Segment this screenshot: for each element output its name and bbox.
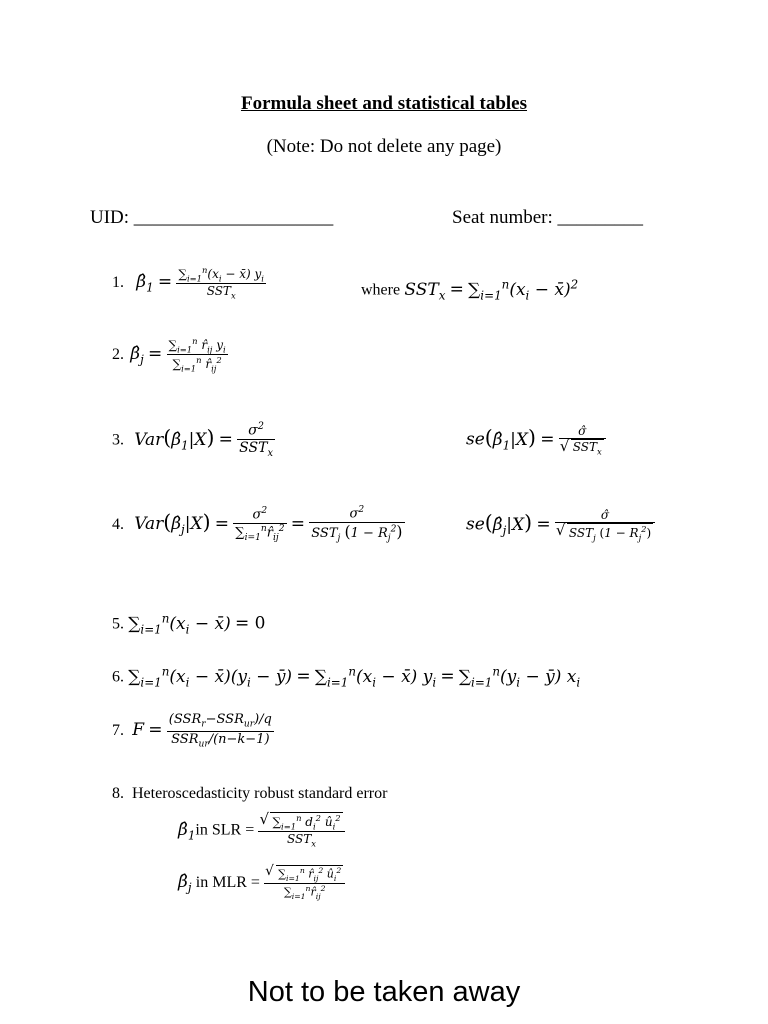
formula-number: 2.: [112, 346, 124, 364]
formula-2: 2. $\betâ_j$ = $\frac{\sum_{i=1}^n r̂_{ij} y_i}{\sum_{i=1}^n r̂_{ij}^2}$: [112, 336, 226, 374]
formula-6: 6. $\sum_{i=1}^n(x_i$ − $x̄)(y_i$ − ȳ) = $\sum_{i=1}^n(x_i$ − x̄) $y_i = \sum_{i=1}^n(y_i$ − ȳ) $x_i$: [112, 664, 581, 690]
formula-4: 4. $Var(\betâ_j|X)$ = $\frac{\sigma^2}{\sum_{i=1}^nr̂_{ij}^2}$ = $\frac{\sigma^2}{SST_j (1 - R_j^2)}$: [112, 505, 403, 544]
page-note: (Note: Do not delete any page): [266, 136, 502, 157]
seat-number-field: Seat number: _________: [452, 207, 644, 228]
formula-1-sst: where $SST_x = \sum_{i=1}^n(x_i$ − x̄)$^2$: [361, 277, 579, 303]
formula-8-mlr: $\betâ_j$ in MLR = √ $\frac{\sum_{i=1}^n r̂_{ij}^2 û_i^2}{\sum_{i=1}^nr̂_{ij}^2}$: [178, 865, 345, 902]
formula-8-heading: 8. Heteroscedasticity robust standard error: [112, 785, 388, 802]
formula-3-se: $se(\betâ_1|X)$ = σ̂ √ $SST_x$: [466, 424, 606, 457]
formula-7: 7. F = $\frac{(SSR_r-SSR_{ur})/q}{SSR_{ur}/(n-k-1)}$: [112, 712, 272, 750]
footer-notice: Not to be taken away: [247, 976, 521, 1008]
formula-number: 8.: [112, 785, 124, 802]
formula-number: 3.: [112, 431, 124, 449]
formula-5: 5. $\sum_{i=1}^n(x_i$ − x̄) = 0: [112, 611, 266, 637]
formula-8-slr: $\betâ_1in$ SLR = √ $\frac{\sum_{i=1}^n d_i^2 û_i^2}{SST_x}$: [178, 812, 345, 849]
formula-3: 3. $Var(\betâ_1|X)$ = $\frac{\sigma^2}{SST_x}$: [112, 421, 273, 460]
formula-1: 1. $\betâ_1$ = $\frac{\sum_{i=1}^n(x_i - x̄) y_i}{SST_x}$: [112, 265, 264, 301]
uid-field: UID: _____________________: [90, 207, 334, 228]
formula-number: 7.: [112, 722, 124, 740]
formula-number: 1.: [112, 274, 124, 292]
formula-number: 6.: [112, 668, 124, 686]
page-title: Formula sheet and statistical tables: [240, 93, 528, 114]
formula-number: 5.: [112, 615, 124, 633]
formula-number: 4.: [112, 515, 124, 533]
formula-4-se: $se(\betâ_j|X)$ = σ̂ √ $SST_j$ $(1 - R_j^2)$: [466, 508, 655, 543]
